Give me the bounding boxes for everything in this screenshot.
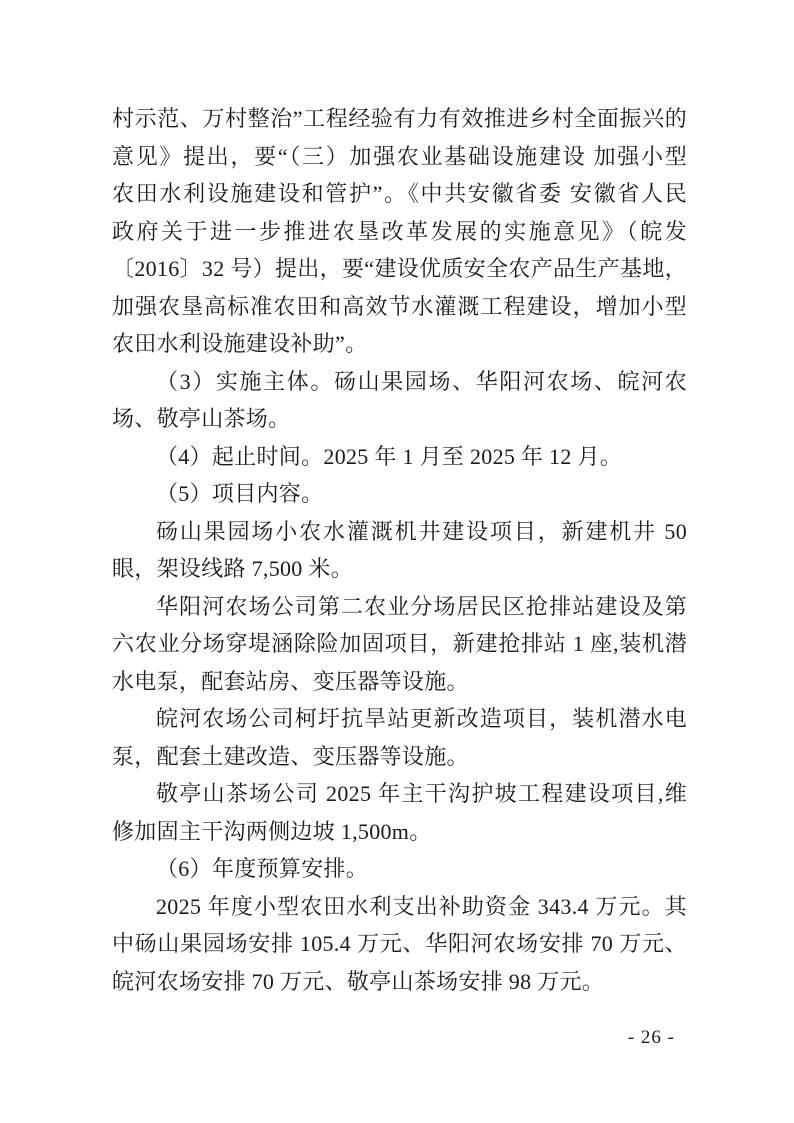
text-line: （3）实施主体。砀山果园场、华阳河农场、皖河农 xyxy=(156,368,687,394)
page-number: - 26 - xyxy=(627,1027,675,1048)
text-line: 2025 年度小型农田水利支出补助资金 343.4 万元。其 xyxy=(156,893,687,919)
text-line: 修加固主干沟两侧边坡 1,500m。 xyxy=(112,818,432,844)
text-line: 农田水利设施建设补助”。 xyxy=(112,331,368,356)
text-line: 六农业分场穿堤涵除险加固项目，新建抢排站 1 座,装机潜 xyxy=(112,631,687,656)
text-line: 泵，配套土建改造、变压器等设施。 xyxy=(112,743,469,769)
text-line: 场、敬亭山茶场。 xyxy=(112,406,291,431)
text-line: 华阳河农场公司第二农业分场居民区抢排站建设及第 xyxy=(156,593,687,619)
text-line: （4）起止时间。2025 年 1 月至 2025 年 12 月。 xyxy=(156,443,623,469)
text-line: 水电泵，配套站房、变压器等设施。 xyxy=(112,668,469,694)
text-line: 眼，架设线路 7,500 米。 xyxy=(112,556,354,581)
text-line: 砀山果园场小农水灌溉机井建设项目，新建机井 50 xyxy=(156,518,687,544)
text-line: 〔2016〕32 号）提出，要“建设优质安全农产品生产基地， xyxy=(112,256,687,281)
text-line: 中砀山果园场安排 105.4 万元、华阳河农场安排 70 万元、 xyxy=(112,931,687,956)
text-line: 农田水利设施建设和管护”。《中共安徽省委 安徽省人民 xyxy=(112,181,687,206)
text-line: 皖河农场公司柯圩抗旱站更新改造项目，装机潜水电 xyxy=(156,706,687,731)
text-line: 加强农垦高标准农田和高效节水灌溉工程建设，增加小型 xyxy=(112,293,687,319)
text-line: 皖河农场安排 70 万元、敬亭山茶场安排 98 万元。 xyxy=(112,968,605,994)
document-body xyxy=(112,100,687,1000)
text-line: 村示范、万村整治”工程经验有力有效推进乡村全面振兴的 xyxy=(112,106,687,131)
text-line: （6）年度预算安排。 xyxy=(156,856,369,881)
text-line: （5）项目内容。 xyxy=(156,481,324,506)
text-line: 政府关于进一步推进农垦改革发展的实施意见》（皖发 xyxy=(112,218,687,244)
text-line: 敬亭山茶场公司 2025 年主干沟护坡工程建设项目,维 xyxy=(156,781,687,806)
text-line: 意见》提出，要“（三）加强农业基础设施建设 加强小型 xyxy=(112,143,687,169)
